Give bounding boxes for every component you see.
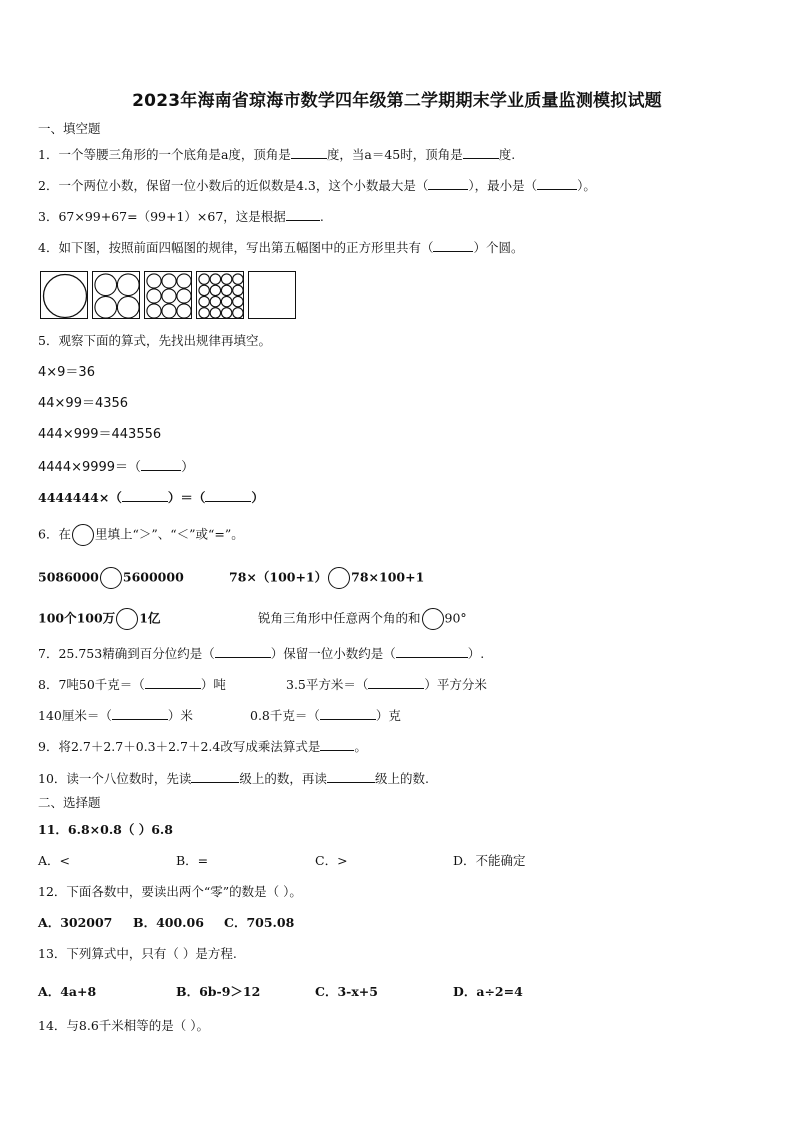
equation-line-2: 44×99＝4356 (38, 396, 129, 411)
pattern-circle (233, 296, 243, 306)
question-6: 6．在 里填上“＞”、“＜”或“=”。 (38, 524, 244, 546)
pattern-circle (177, 289, 191, 303)
pattern-circle (95, 274, 117, 296)
question-13: 13．下列算式中，只有（ ）是方程. (38, 946, 237, 961)
answer-blank[interactable] (112, 707, 168, 720)
pattern-circle (117, 296, 139, 318)
question-4: 4．如下图，按照前面四幅图的规律，写出第五幅图中的正方形里共有（ ）个圆。 (38, 240, 524, 255)
equation-line-5: 4444444×（ ）＝（ ） (38, 490, 264, 505)
question-8-part-3: 140厘米＝（ ）米 (38, 708, 193, 723)
pattern-circle (233, 308, 243, 318)
pattern-circle (147, 274, 161, 288)
pattern-circle (162, 289, 176, 303)
answer-blank[interactable] (205, 489, 251, 502)
pattern-circle (199, 296, 209, 306)
q11-option-b[interactable]: B．= (176, 853, 209, 868)
equation-line-3: 444×999＝443556 (38, 427, 162, 442)
pattern-circle (177, 304, 191, 318)
compare-circle[interactable] (72, 524, 94, 546)
pattern-circle (177, 274, 191, 288)
q13-option-a[interactable]: A．4a+8 (38, 984, 97, 999)
question-8-part-4: 0.8千克＝（ ）克 (250, 708, 401, 723)
question-7: 7．25.753精确到百分位约是（ ）保留一位小数约是（ ）. (38, 646, 485, 661)
question-2: 2．一个两位小数，保留一位小数后的近似数是4.3，这个小数最大是（ ），最小是（ ）。 (38, 178, 596, 193)
question-8-part-2: 3.5平方米＝（ ）平方分米 (286, 677, 487, 692)
q11-option-d[interactable]: D．不能确定 (453, 853, 526, 868)
pattern-circle (221, 285, 231, 295)
answer-blank[interactable] (122, 489, 168, 502)
pattern-circle (117, 274, 139, 296)
answer-blank[interactable] (396, 645, 468, 658)
answer-blank[interactable] (463, 146, 499, 159)
question-12: 12．下面各数中，要读出两个“零”的数是（ ）。 (38, 884, 302, 899)
compare-circle[interactable] (100, 567, 122, 589)
question-11: 11．6.8×0.8（ ）6.8 (38, 822, 173, 837)
pattern-circle (95, 296, 117, 318)
answer-blank[interactable] (537, 177, 577, 190)
compare-row-1-right: 78×（100+1） 78×100+1 (229, 567, 424, 589)
figure-3-nine-circles (144, 271, 192, 319)
compare-row-2-left: 100个100万 1亿 (38, 608, 160, 630)
compare-circle[interactable] (116, 608, 138, 630)
answer-blank[interactable] (428, 177, 468, 190)
question-14: 14．与8.6千米相等的是（ ）。 (38, 1018, 210, 1033)
answer-blank[interactable] (327, 770, 375, 783)
q13-option-c[interactable]: C．3-x+5 (315, 984, 378, 999)
compare-row-1-left: 5086000 5600000 (38, 567, 184, 589)
pattern-circle (221, 308, 231, 318)
pattern-circle (233, 285, 243, 295)
q13-option-d[interactable]: D．a÷2=4 (453, 984, 523, 999)
pattern-circle (199, 274, 209, 284)
pattern-circle (147, 304, 161, 318)
answer-blank[interactable] (291, 146, 327, 159)
pattern-circle (199, 285, 209, 295)
q11-option-c[interactable]: C．> (315, 853, 348, 868)
answer-blank[interactable] (286, 208, 320, 221)
pattern-circle (210, 296, 220, 306)
figure-2-four-circles (92, 271, 140, 319)
question-5: 5．观察下面的算式，先找出规律再填空。 (38, 333, 271, 348)
pattern-circle (162, 274, 176, 288)
answer-blank[interactable] (191, 770, 239, 783)
pattern-circle (221, 274, 231, 284)
figure-4-sixteen-circles (196, 271, 244, 319)
figure-5-empty-square (248, 271, 296, 319)
pattern-circle (162, 304, 176, 318)
answer-blank[interactable] (141, 458, 181, 471)
equation-line-1: 4×9＝36 (38, 365, 95, 380)
equation-line-4: 4444×9999＝（ ） (38, 460, 195, 475)
q12-option-a[interactable]: A．302007 (38, 915, 113, 930)
answer-blank[interactable] (368, 676, 424, 689)
figure-1-one-circle (40, 271, 88, 319)
answer-blank[interactable] (145, 676, 201, 689)
question-9: 9．将2.7＋2.7＋0.3＋2.7＋2.4改写成乘法算式是 。 (38, 739, 367, 754)
compare-row-2-right: 锐角三角形中任意两个角的和 90° (258, 608, 467, 630)
answer-blank[interactable] (215, 645, 271, 658)
pattern-circle (147, 289, 161, 303)
pattern-circle (210, 308, 220, 318)
answer-blank[interactable] (433, 239, 473, 252)
pattern-circle (199, 308, 209, 318)
pattern-circle (210, 285, 220, 295)
question-8-part-1: 8．7吨50千克＝（ ）吨 (38, 677, 226, 692)
compare-circle[interactable] (328, 567, 350, 589)
q12-option-c[interactable]: C．705.08 (224, 915, 295, 930)
pattern-circle (233, 274, 243, 284)
answer-blank[interactable] (320, 738, 354, 751)
question-10: 10．读一个八位数时，先读 级上的数，再读 级上的数. (38, 771, 429, 786)
q12-option-b[interactable]: B．400.06 (133, 915, 204, 930)
section-multiple-choice: 二、选择题 (38, 795, 101, 810)
compare-circle[interactable] (422, 608, 444, 630)
exam-title: 2023年海南省琼海市数学四年级第二学期期末学业质量监测模拟试题 (132, 91, 662, 111)
pattern-circle (210, 274, 220, 284)
question-3: 3．67×99+67=（99+1）×67，这是根据 . (38, 209, 324, 224)
q11-option-a[interactable]: A．< (38, 853, 71, 868)
question-1: 1．一个等腰三角形的一个底角是a度，顶角是 度，当a＝45时，顶角是 度. (38, 147, 516, 162)
section-fill-in: 一、填空题 (38, 121, 101, 136)
pattern-circle (221, 296, 231, 306)
q13-option-b[interactable]: B．6b-9＞12 (176, 984, 261, 999)
answer-blank[interactable] (320, 707, 376, 720)
